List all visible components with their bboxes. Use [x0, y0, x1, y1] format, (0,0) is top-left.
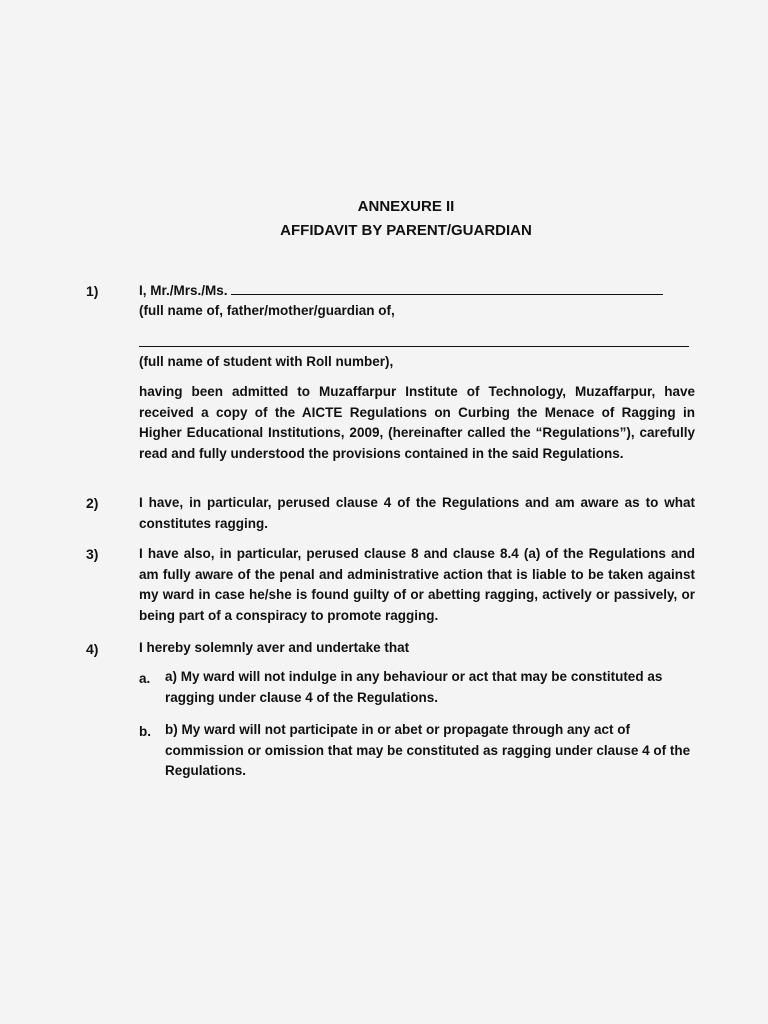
item-4-paragraph: I hereby solemnly aver and undertake that [139, 640, 410, 655]
subitem-b-text: b) My ward will not participate in or abet or propagate through any act of commission or omission that may be constituted as ragging under clause 4 of the Regulations. [165, 722, 691, 778]
subitem-a-text: a) My ward will not indulge in any behaviour or act that may be constituted as ragging under clause 4 of the Regulations. [165, 669, 663, 705]
item-1-text-before: having been admitted to [139, 384, 319, 399]
item-2-number: 2) [86, 495, 99, 511]
item-1-text-after: , have received a copy of the AICTE Regulations on Curbing the Menace of Ragging in Higher Educational Institutions, 2009, (hereinafter called the “Regulations”), carefully read and fully understood the provisions contained in the said Regulations. [139, 384, 696, 461]
subitem-a-letter: a. [139, 671, 151, 686]
parent-name-line [139, 283, 663, 298]
institute-name: Muzaffarpur Institute of Technology, Muzaffarpur [319, 384, 652, 399]
item-1-number: 1) [86, 283, 99, 299]
item-2-paragraph: I have, in particular, perused clause 4 of the Regulations and am aware as to what constitutes ragging. [139, 495, 695, 531]
item-3-number: 3) [86, 546, 99, 562]
item-3-paragraph: I have also, in particular, perused clause 8 and clause 8.4 (a) of the Regulations and am fully aware of the penal and administrative action that is liable to be taken against my ward in case he/she is found guilty of or abetting ragging, actively or passively, or being part of a conspiracy to promote ragging. [139, 546, 695, 623]
item-4-number: 4) [86, 641, 99, 657]
name-prefix: I, Mr./Mrs./Ms. [139, 283, 228, 298]
annexure-title: ANNEXURE II [357, 198, 455, 215]
student-name-hint: (full name of student with Roll number), [139, 354, 394, 369]
item-1-paragraph [139, 382, 695, 464]
parent-name-hint: (full name of, father/mother/guardian of, [139, 303, 395, 318]
parent-name-blank[interactable] [231, 294, 663, 295]
student-name-blank[interactable] [139, 346, 689, 347]
subitem-b-letter: b. [139, 724, 151, 739]
affidavit-title: AFFIDAVIT BY PARENT/GUARDIAN [280, 222, 532, 239]
